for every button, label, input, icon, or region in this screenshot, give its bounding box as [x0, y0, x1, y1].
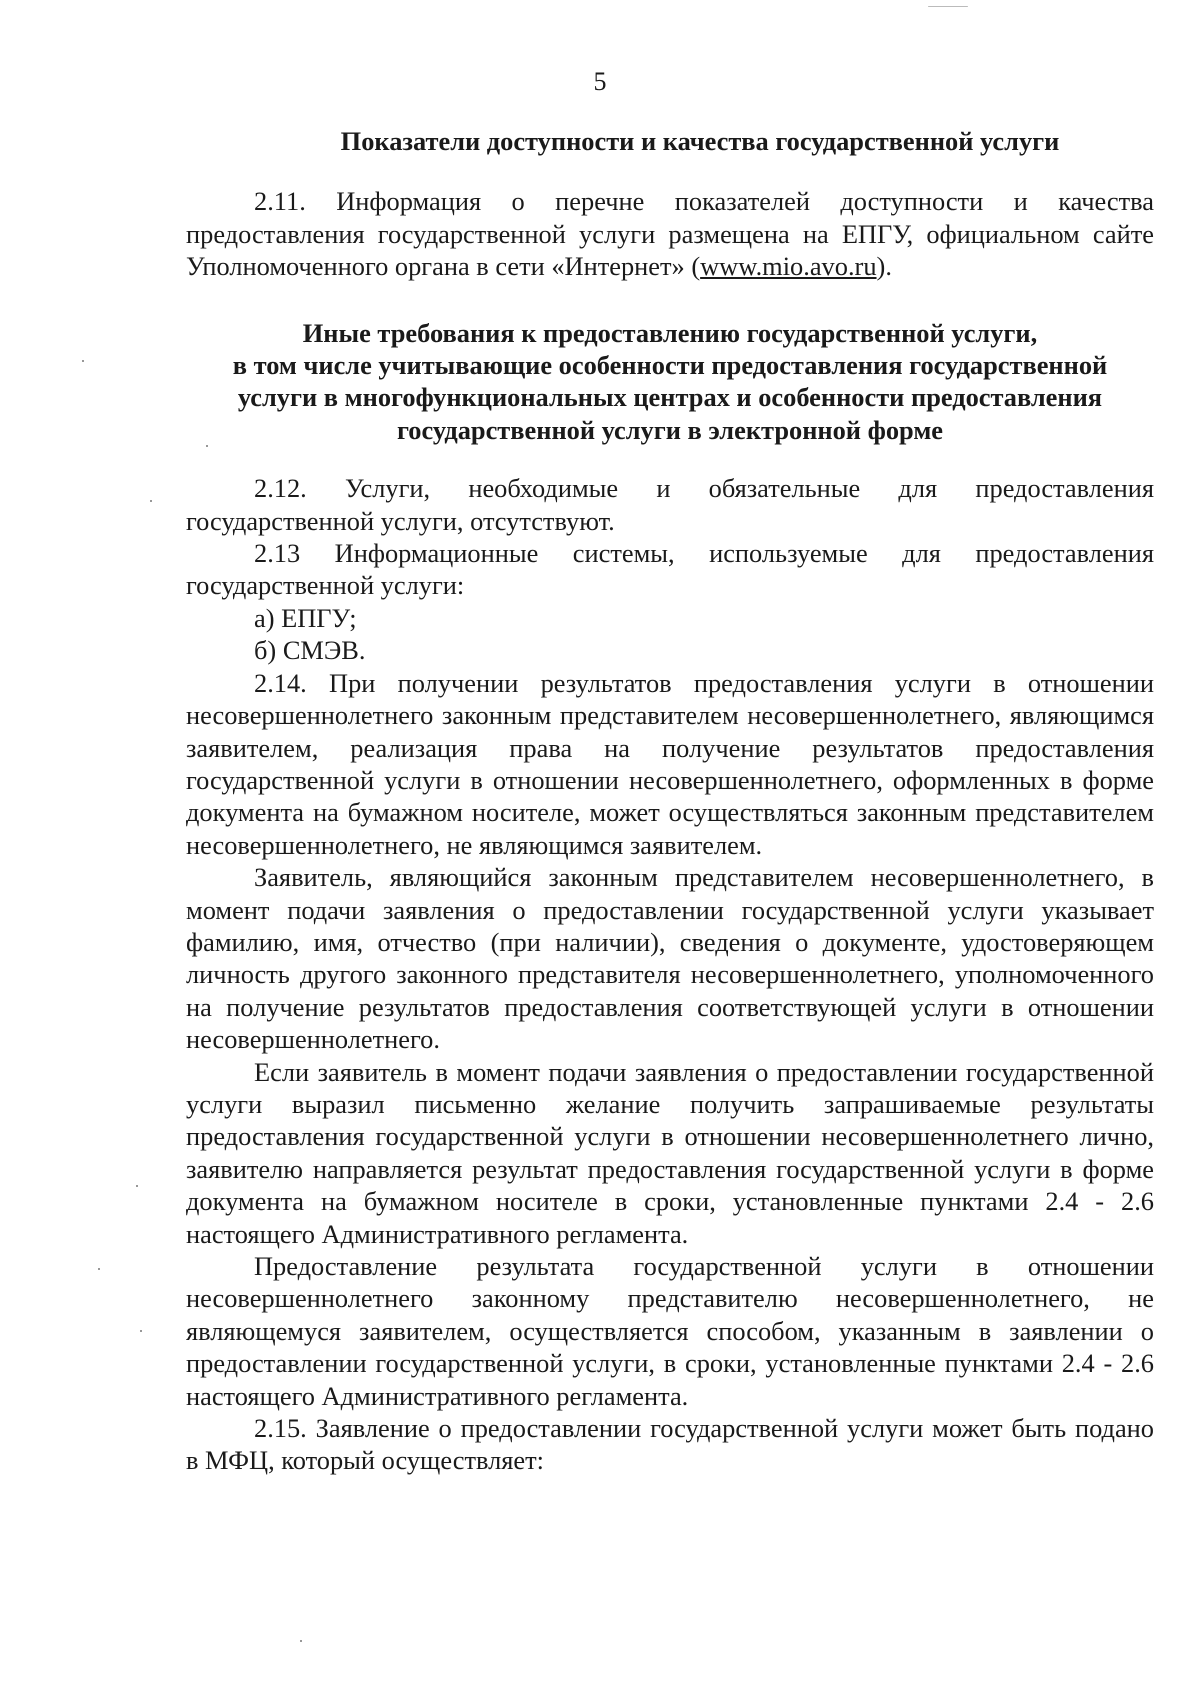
paragraph-2-15: 2.15. Заявление о предоставлении государственной услуги может быть подано в МФЦ, который осуществляет:	[186, 1413, 1154, 1476]
scan-speck	[300, 1640, 302, 1642]
paragraph-2-11-text: 2.11. Информация о перечне показателей доступности и качества предоставления государственной услуги размещена на ЕПГУ, официальном сайте Уполномоченного органа в сети «Интернет» (	[186, 186, 1154, 282]
heading-line: услуги в многофункциональных центрах и особенности предоставления	[237, 382, 1103, 413]
scan-speck	[206, 445, 208, 447]
paragraph-if-applicant: Если заявитель в момент подачи заявления о предоставлении государственной услуги выразил письменно желание получить запрашиваемые результаты предоставления государственной услуги в отношении несовершеннолетнего лично, заявителю направляется результат предоставления государственной услуги в форме документа на бумажном носителе в сроки, установленные пунктами 2.4 - 2.6 настоящего Административного регламента.	[186, 1056, 1154, 1249]
section-heading-accessibility: Показатели доступности и качества государственной услуги	[340, 126, 1060, 156]
paragraph-applicant: Заявитель, являющийся законным представителем несовершеннолетнего, в момент подачи заявления о предоставлении государственной услуги указывает фамилию, имя, отчество (при наличии), сведения о документе, удостоверяющем личность другого законного представителя несовершеннолетнего, уполномоченного на получение результатов предоставления соответствующей услуги в отношении несовершеннолетнего.	[186, 862, 1154, 1055]
scan-speck	[136, 1185, 138, 1187]
scan-speck	[150, 500, 152, 502]
paragraph-2-13: 2.13 Информационные системы, используемые для предоставления государственной услуги:	[186, 538, 1154, 601]
paragraph-provision: Предоставление результата государственной услуги в отношении несовершеннолетнего законному представителю несовершеннолетнего, не являющемуся заявителем, осуществляется способом, указанным в заявлении о предоставлении государственной услуги, в сроки, установленные пунктами 2.4 - 2.6 настоящего Административного регламента.	[186, 1251, 1154, 1411]
list-item-b: б) СМЭВ.	[254, 635, 366, 666]
section-heading-other-requirements	[186, 317, 1154, 447]
paragraph-2-11-tail: ).	[876, 251, 892, 282]
heading-line: государственной услуги в электронной форме	[396, 414, 944, 445]
scan-speck	[140, 1330, 142, 1332]
paragraph-2-14: 2.14. При получении результатов предоставления услуги в отношении несовершеннолетнего законным представителем несовершеннолетнего, являющимся заявителем, реализация права на получение результатов предоставления государственной услуги в отношении несовершеннолетнего, оформленных в форме документа на бумажном носителе, может осуществляться законным представителем несовершеннолетнего, не являющимся заявителем.	[186, 667, 1154, 860]
paragraph-2-11	[186, 185, 1154, 282]
heading-line: в том числе учитывающие особенности предоставления государственной	[232, 350, 1108, 381]
heading-line: Иные требования к предоставлению государственной услуги,	[302, 317, 1038, 348]
list-item-a: а) ЕПГУ;	[254, 602, 357, 633]
paragraph-2-12: 2.12. Услуги, необходимые и обязательные для предоставления государственной услуги, отсутствуют.	[186, 473, 1154, 536]
scan-speck	[98, 1268, 100, 1270]
scan-speck	[82, 360, 84, 362]
page-number: 5	[593, 67, 607, 96]
scan-speck	[928, 6, 968, 7]
website-link[interactable]: www.mio.avo.ru	[700, 251, 877, 282]
document-body	[186, 125, 1154, 1477]
